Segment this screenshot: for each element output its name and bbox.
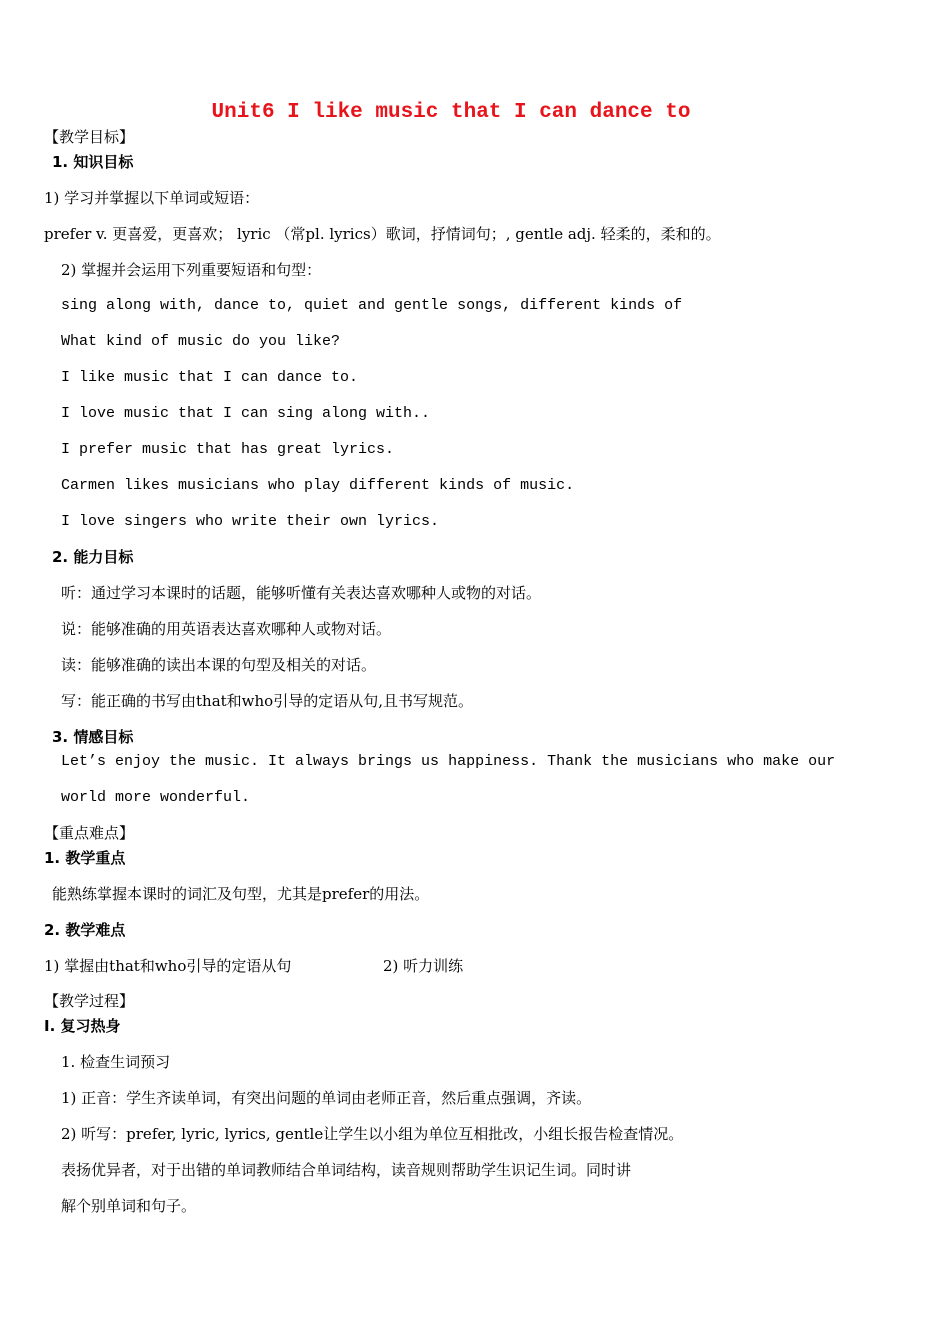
- subheading-ability-goals: 2. 能力目标: [52, 548, 134, 566]
- text-line: I like music that I can dance to.: [61, 369, 359, 386]
- subheading-teaching-difficulty: 2. 教学难点: [44, 921, 126, 939]
- text-line: Let’s enjoy the music. It always brings us happiness. Thank the musicians who make our: [61, 753, 836, 770]
- text-line: 写：能正确的书写由that和who引导的定语从句,且书写规范。: [61, 692, 473, 710]
- text-line: 1) 正音：学生齐读单词，有突出问题的单词由老师正音，然后重点强调，齐读。: [61, 1089, 592, 1107]
- document-title: Unit6 I like music that I can dance to: [211, 101, 691, 124]
- text-line: What kind of music do you like?: [61, 333, 341, 350]
- text-line: I love music that I can sing along with..: [61, 405, 431, 422]
- subheading-teaching-focus: 1. 教学重点: [44, 849, 126, 867]
- subheading-emotion-goals: 3. 情感目标: [52, 728, 134, 746]
- text-line: sing along with, dance to, quiet and gentle songs, different kinds of: [61, 297, 683, 314]
- text-line: 2) 掌握并会运用下列重要短语和句型：: [61, 261, 322, 279]
- text-line: 解个别单词和句子。: [61, 1197, 197, 1215]
- subheading-review-warmup: I. 复习热身: [44, 1017, 121, 1035]
- text-line: 2) 听力训练: [383, 957, 464, 975]
- text-line: 1) 学习并掌握以下单词或短语：: [44, 189, 260, 207]
- text-line: world more wonderful.: [61, 789, 251, 806]
- text-line: 说：能够准确的用英语表达喜欢哪种人或物对话。: [61, 620, 392, 638]
- text-line: 读：能够准确的读出本课的句型及相关的对话。: [61, 656, 377, 674]
- text-line: 听：通过学习本课时的话题，能够听懂有关表达喜欢哪种人或物的对话。: [61, 584, 542, 602]
- text-line: Carmen likes musicians who play different kinds of music.: [61, 477, 575, 494]
- text-line: 1) 掌握由that和who引导的定语从句: [44, 957, 292, 975]
- text-line: 2) 听写：prefer, lyric, lyrics, gentle让学生以小组为单位互相批改，小组长报告检查情况。: [61, 1125, 684, 1143]
- text-line: I prefer music that has great lyrics.: [61, 441, 395, 458]
- section-heading-key-points: 【重点难点】: [44, 824, 135, 842]
- section-heading-teaching-goals: 【教学目标】: [44, 128, 135, 146]
- text-line: I love singers who write their own lyrics.: [61, 513, 440, 530]
- section-heading-teaching-process: 【教学过程】: [44, 992, 135, 1010]
- text-line: 能熟练掌握本课时的词汇及句型，尤其是prefer的用法。: [52, 885, 430, 903]
- text-line: 表扬优异者，对于出错的单词教师结合单词结构，读音规则帮助学生识记生词。同时讲: [61, 1161, 632, 1179]
- text-line: prefer v. 更喜爱，更喜欢； lyric （常pl. lyrics）歌词，抒情词句；, gentle adj. 轻柔的，柔和的。: [44, 225, 721, 243]
- text-line: 1. 检查生词预习: [61, 1053, 171, 1071]
- subheading-knowledge-goals: 1. 知识目标: [52, 153, 134, 171]
